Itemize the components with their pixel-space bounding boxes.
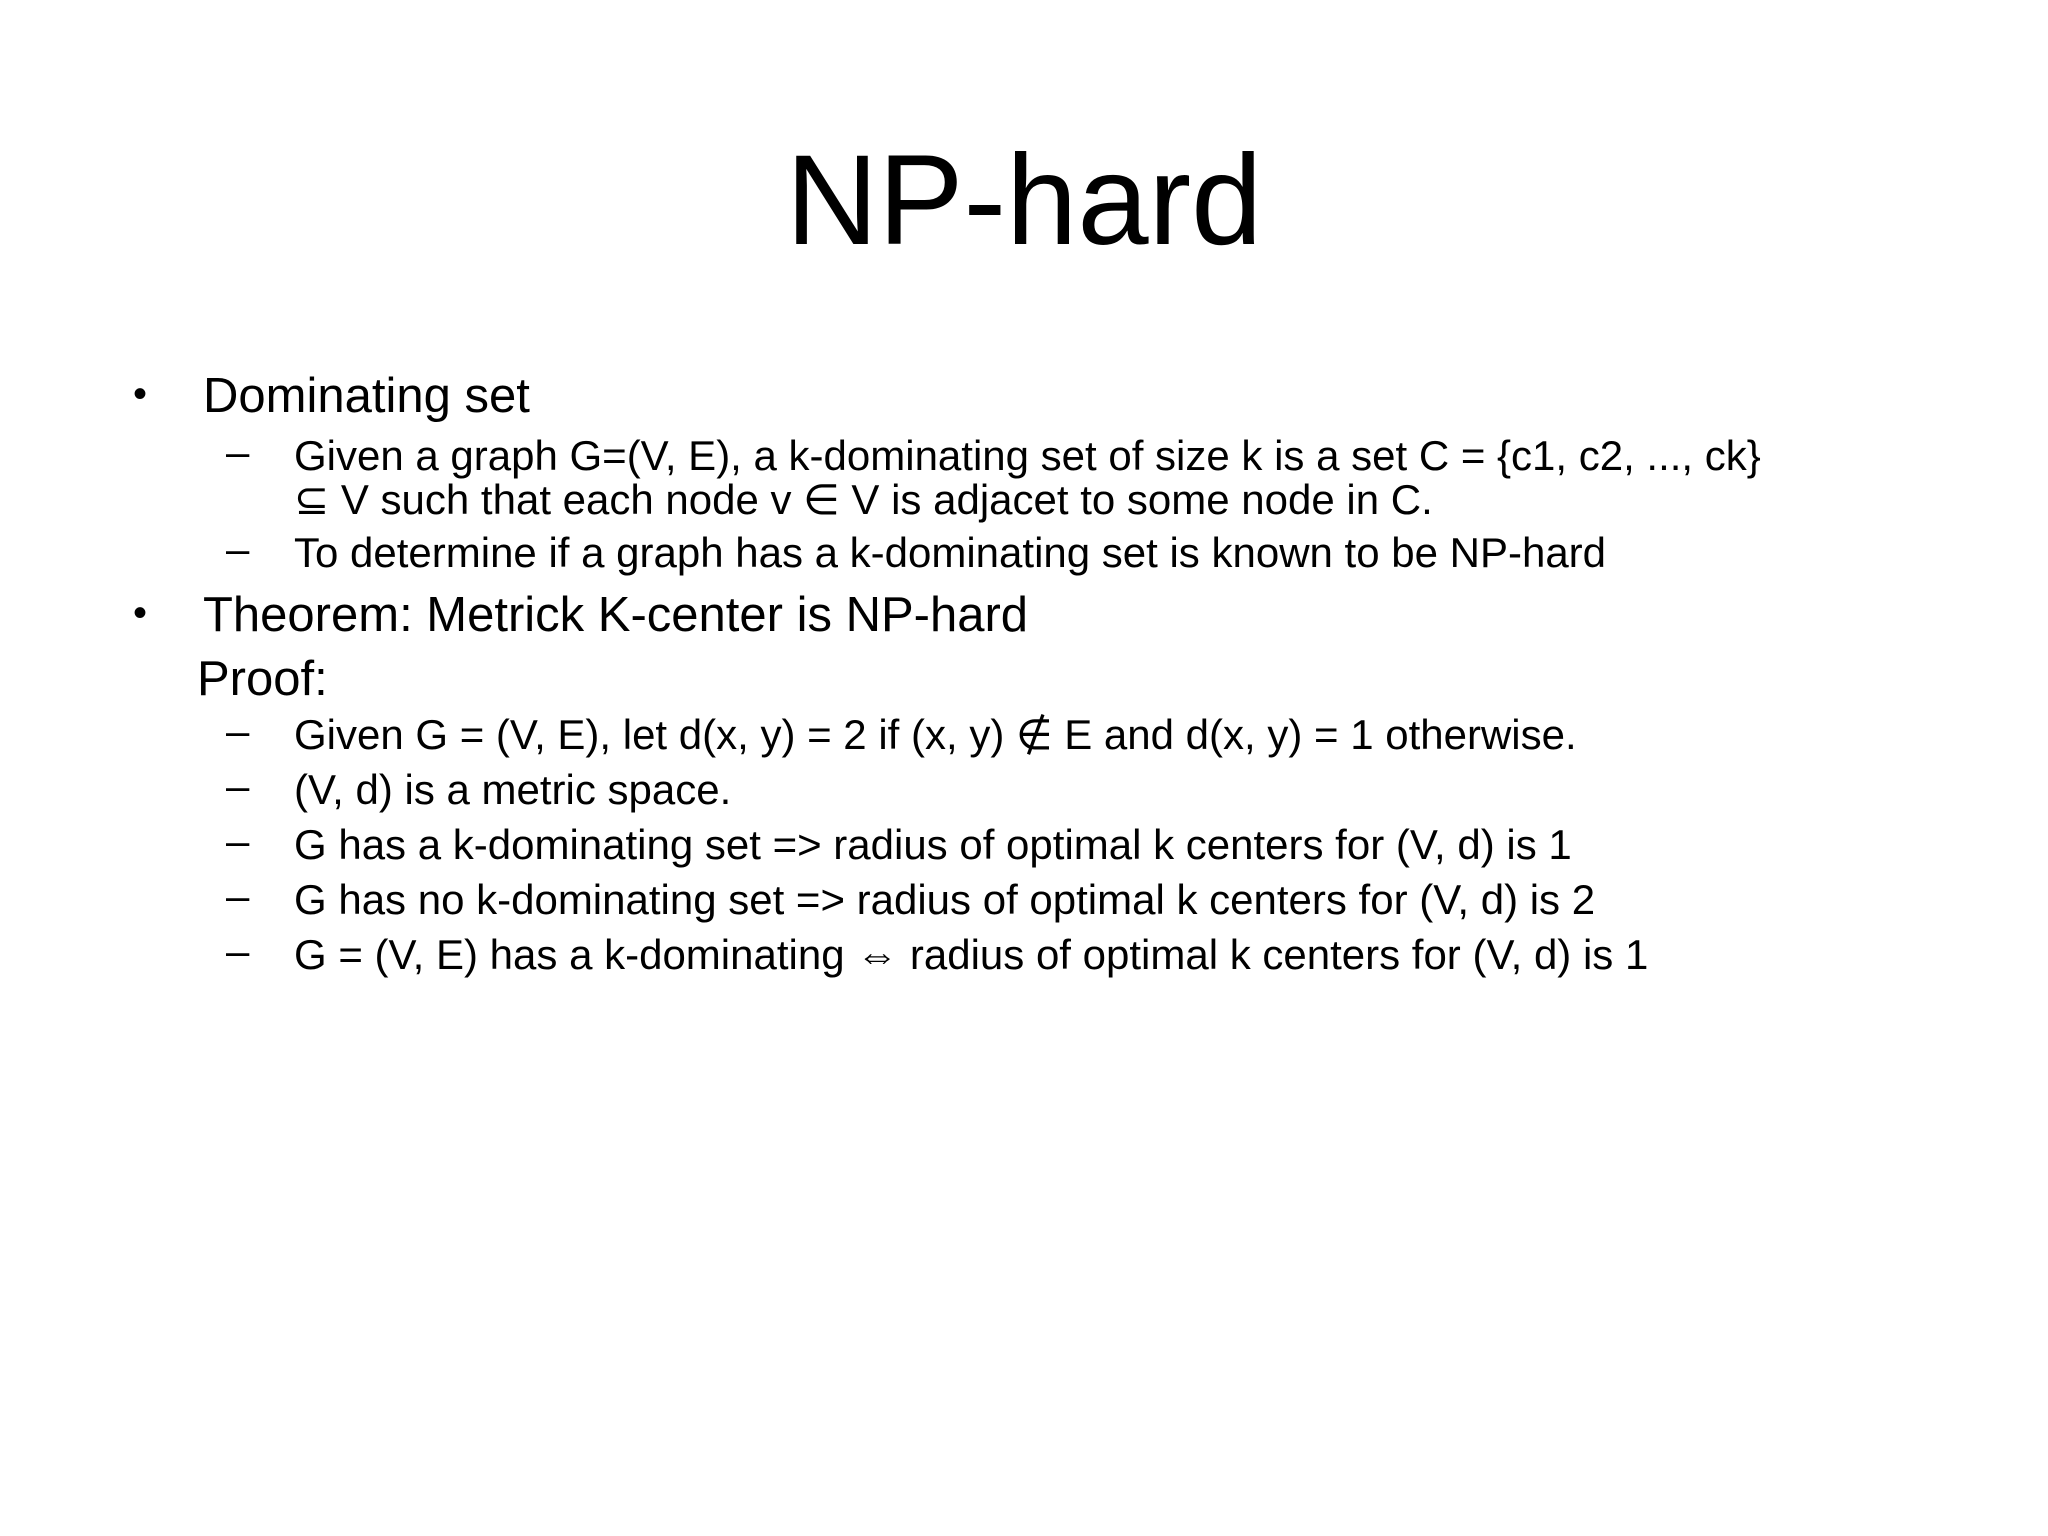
sub-item-definition-line2	[294, 477, 1433, 523]
dash-marker: –	[226, 872, 250, 919]
proof-item-has-dominating	[226, 817, 1572, 868]
dash-marker: –	[226, 707, 250, 754]
dash-marker: –	[226, 817, 250, 864]
proof-item-metric-space	[226, 762, 732, 813]
dash-marker: –	[226, 762, 250, 809]
proof-item-text: G = (V, E) has a k-dominating ⇔ radius of optimal k centers for (V, d) is 1	[294, 931, 1649, 978]
sub-item-text: ⊆ V such that each node v ∈ V is adjacet to some node in C.	[294, 476, 1433, 523]
sub-item-np-hard-known	[226, 525, 1607, 576]
proof-item-text: Given G = (V, E), let d(x, y) = 2 if (x, y) ∉ E and d(x, y) = 1 otherwise.	[294, 711, 1577, 758]
bullet-dominating-set	[133, 367, 530, 425]
bullet-text: Theorem: Metrick K-center is NP-hard	[203, 588, 1029, 642]
dash-marker: –	[226, 428, 250, 475]
bullet-marker: •	[133, 372, 148, 416]
bullet-marker: •	[133, 591, 148, 635]
sub-item-text: To determine if a graph has a k-dominating set is known to be NP-hard	[294, 529, 1607, 576]
proof-item-metric-def	[226, 707, 1577, 758]
sub-item-text: Given a graph G=(V, E), a k-dominating set of size k is a set C = {c1, c2, ..., ck}	[294, 432, 1761, 479]
sub-item-definition-line1	[226, 428, 1761, 479]
proof-item-text: (V, d) is a metric space.	[294, 766, 732, 813]
slide-title: NP-hard	[785, 129, 1263, 272]
dash-marker: –	[226, 927, 250, 974]
bullet-theorem	[133, 586, 1029, 644]
dash-marker: –	[226, 525, 250, 572]
proof-item-text: G has no k-dominating set => radius of optimal k centers for (V, d) is 2	[294, 876, 1596, 923]
bullet-text: Dominating set	[203, 369, 530, 423]
proof-item-text: G has a k-dominating set => radius of optimal k centers for (V, d) is 1	[294, 821, 1572, 868]
proof-label: Proof:	[197, 652, 328, 706]
proof-item-no-dominating	[226, 872, 1596, 923]
proof-item-equivalence	[226, 927, 1649, 978]
